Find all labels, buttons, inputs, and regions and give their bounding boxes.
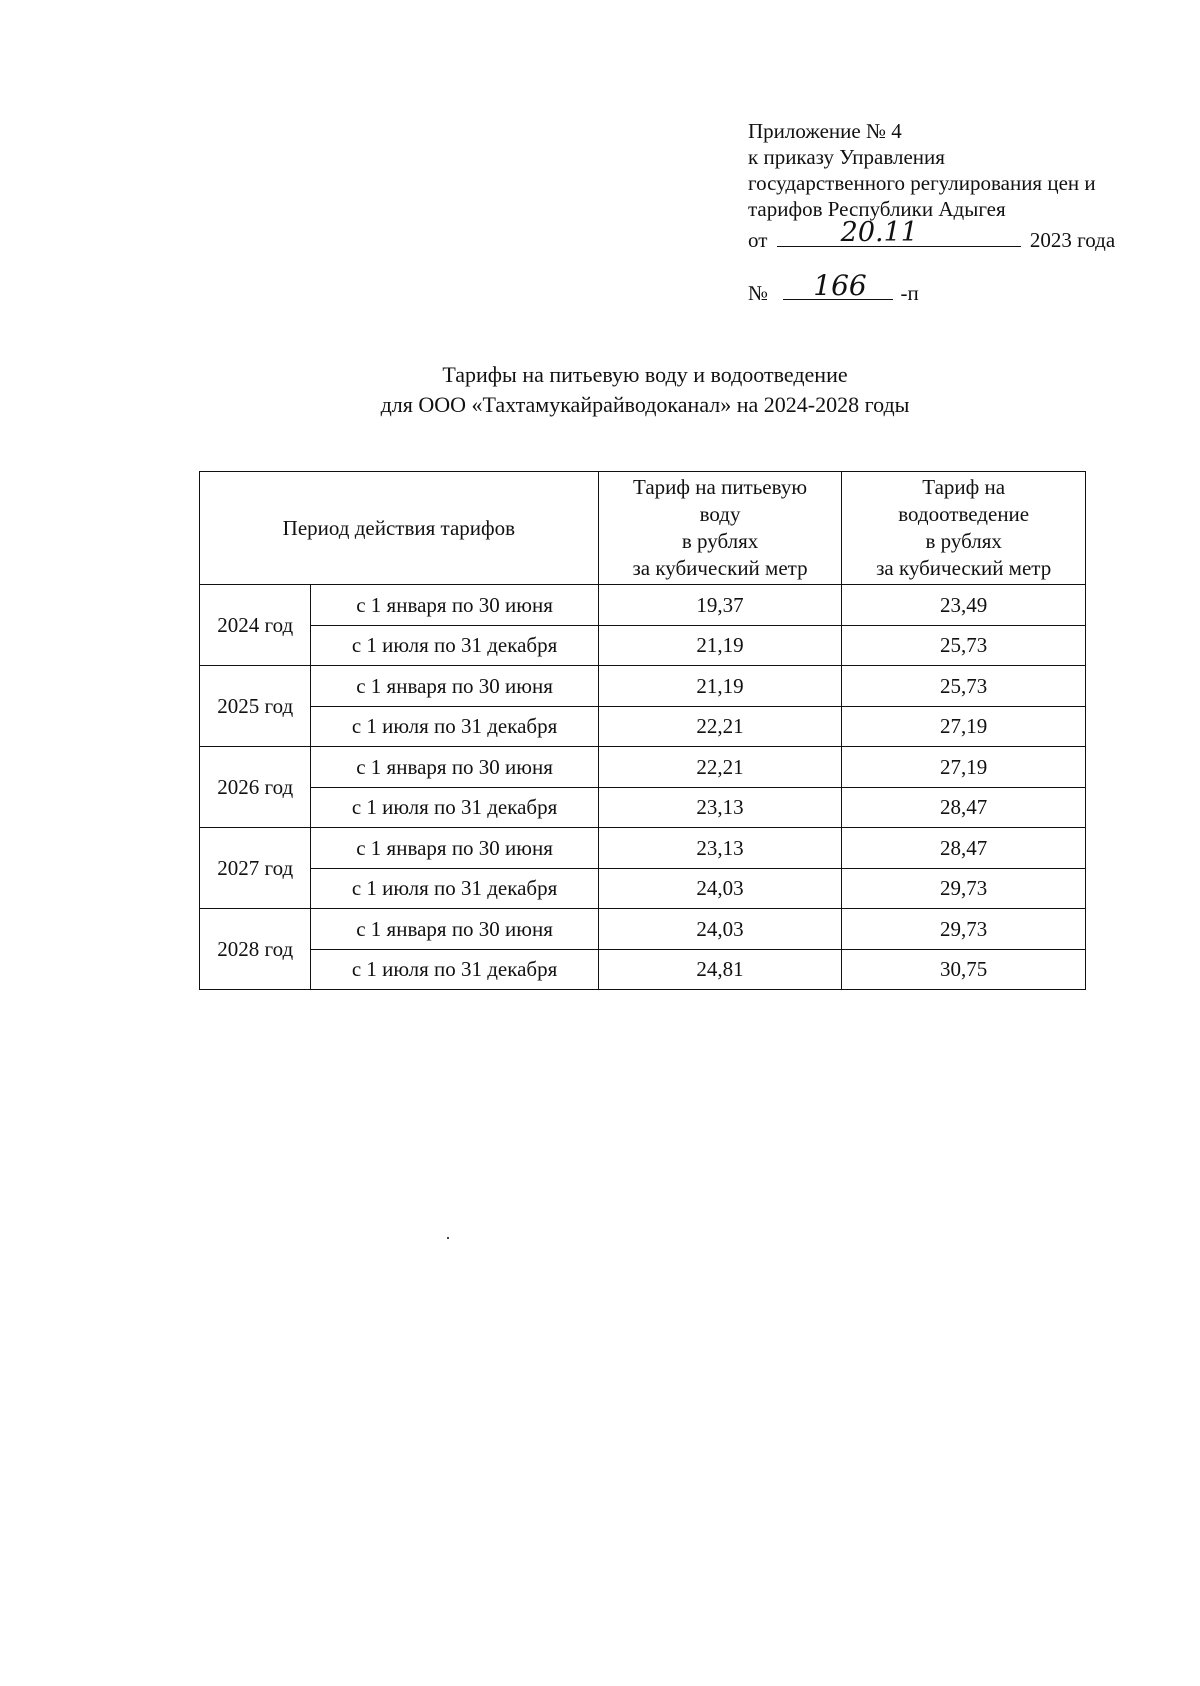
water-tariff-cell: 23,13 — [598, 828, 842, 869]
appendix-title: Приложение № 4 — [748, 119, 902, 143]
scan-speck — [447, 1237, 449, 1239]
water-tariff-cell: 24,81 — [598, 949, 842, 990]
header-drain-line-2: водоотведение — [898, 502, 1030, 526]
water-tariff-cell: 21,19 — [598, 625, 842, 666]
header-drain-line-4: за кубический метр — [876, 556, 1052, 580]
order-number-line — [748, 269, 1115, 306]
period-cell: с 1 января по 30 июня — [311, 585, 598, 626]
table-row — [200, 868, 1086, 909]
year-cell: 2024 год — [200, 585, 311, 666]
title-line-1: Тарифы на питьевую воду и водоотведение — [442, 362, 848, 387]
year-cell: 2028 год — [200, 909, 311, 990]
water-tariff-cell: 23,13 — [598, 787, 842, 828]
handwritten-date: 20.11 — [840, 217, 918, 248]
header-water-line-1: Тариф на питьевую — [633, 475, 808, 499]
drain-tariff-cell: 27,19 — [842, 706, 1086, 747]
drain-tariff-cell: 28,47 — [842, 828, 1086, 869]
appendix-header — [748, 118, 1115, 306]
table-row — [200, 949, 1086, 990]
period-cell: с 1 июля по 31 декабря — [311, 949, 598, 990]
table-row — [200, 585, 1086, 626]
period-cell: с 1 января по 30 июня — [311, 828, 598, 869]
year-cell: 2027 год — [200, 828, 311, 909]
drain-tariff-cell: 25,73 — [842, 666, 1086, 707]
period-cell: с 1 января по 30 июня — [311, 909, 598, 950]
header-period: Период действия тарифов — [200, 472, 599, 585]
document-title — [0, 360, 1200, 420]
header-water-line-3: в рублях — [681, 529, 759, 553]
appendix-line-3: тарифов Республики Адыгея — [748, 197, 1006, 221]
order-date-line — [748, 217, 1116, 253]
drain-tariff-cell: 29,73 — [842, 909, 1086, 950]
header-drain-tariff — [842, 472, 1086, 585]
handwritten-number: 166 — [813, 269, 867, 302]
appendix-line-2: государственного регулирования цен и — [748, 171, 1096, 195]
date-prefix: от — [748, 228, 768, 252]
period-cell: с 1 июля по 31 декабря — [311, 868, 598, 909]
title-line-2: для ООО «Тахтамукайрайводоканал» на 2024-2028 годы — [380, 392, 910, 417]
header-drain-line-1: Тариф на — [922, 475, 1006, 499]
period-cell: с 1 января по 30 июня — [311, 747, 598, 788]
date-suffix: 2023 года — [1029, 228, 1116, 252]
header-water-line-2: воду — [699, 502, 741, 526]
table-row — [200, 787, 1086, 828]
drain-tariff-cell: 25,73 — [842, 625, 1086, 666]
year-cell: 2025 год — [200, 666, 311, 747]
table-row — [200, 828, 1086, 869]
water-tariff-cell: 21,19 — [598, 666, 842, 707]
header-drain-line-3: в рублях — [925, 529, 1002, 553]
water-tariff-cell: 24,03 — [598, 868, 842, 909]
water-tariff-cell: 24,03 — [598, 909, 842, 950]
number-fill-blank — [783, 269, 893, 302]
table-row — [200, 747, 1086, 788]
table-row — [200, 909, 1086, 950]
water-tariff-cell: 19,37 — [598, 585, 842, 626]
drain-tariff-cell: 27,19 — [842, 747, 1086, 788]
table-row — [200, 666, 1086, 707]
drain-tariff-cell: 30,75 — [842, 949, 1086, 990]
appendix-line-1: к приказу Управления — [748, 145, 945, 169]
date-fill-blank — [777, 217, 1021, 248]
table-row — [200, 706, 1086, 747]
period-cell: с 1 июля по 31 декабря — [311, 706, 598, 747]
number-suffix: -п — [900, 281, 919, 305]
number-prefix: № — [748, 281, 769, 305]
period-cell: с 1 июля по 31 декабря — [311, 787, 598, 828]
table-row — [200, 625, 1086, 666]
drain-tariff-cell: 28,47 — [842, 787, 1086, 828]
water-tariff-cell: 22,21 — [598, 747, 842, 788]
year-cell: 2026 год — [200, 747, 311, 828]
header-water-line-4: за кубический метр — [632, 556, 808, 580]
water-tariff-cell: 22,21 — [598, 706, 842, 747]
period-cell: с 1 июля по 31 декабря — [311, 625, 598, 666]
period-cell: с 1 января по 30 июня — [311, 666, 598, 707]
drain-tariff-cell: 23,49 — [842, 585, 1086, 626]
table-header-row — [200, 472, 1086, 585]
drain-tariff-cell: 29,73 — [842, 868, 1086, 909]
tariff-table — [199, 471, 1086, 990]
header-water-tariff — [598, 472, 842, 585]
